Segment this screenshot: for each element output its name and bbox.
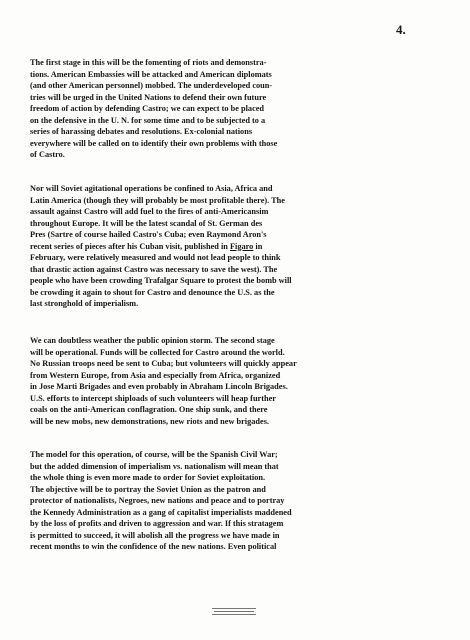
- paragraph-spanish-civil-war-model: [30, 449, 292, 553]
- text-line: The model for this operation, of course, will be the Spanish Civil War;: [30, 450, 278, 459]
- page-number: 4.: [396, 22, 406, 37]
- stamp-line: [212, 608, 256, 609]
- text-line: throughout Europe. It will be the latest scandal of St. German des: [30, 218, 263, 228]
- text-line: the Kennedy Administration as a gang of capitalist imperialists maddened: [30, 507, 292, 517]
- text-line: the whole thing is even more made to order for Soviet exploitation.: [30, 473, 266, 482]
- paragraph-soviet-agitation: [30, 183, 292, 310]
- text-line: is permitted to succeed, it will abolish all the progress we have made in: [30, 530, 280, 540]
- stamp-line: [214, 611, 254, 612]
- text-line: will be new mobs, new demonstrations, new riots and new brigades.: [30, 416, 270, 426]
- text-line: will be operational. Funds will be collected for Castro around the world.: [30, 347, 285, 357]
- text-line: be crowding it again to shout for Castro and denounce the U.S. as the: [30, 287, 275, 297]
- text-line: people who have been crowding Trafalgar Square to protest the bomb will: [30, 276, 292, 285]
- text-line: Pres (Sartre of course hailed Castro's Cuba; even Raymond Aron's: [30, 230, 267, 239]
- text-line: series of harassing debates and resolutions. Ex-colonial nations: [30, 127, 253, 136]
- text-line: everywhere will be called on to identify their own problems with those: [30, 138, 278, 148]
- text-line: U.S. efforts to intercept shiploads of such volunteers will heap further: [30, 393, 276, 403]
- text-line: tries will be urged in the United Nations to defend their own future: [30, 92, 267, 102]
- stamp-line: [212, 614, 256, 615]
- text-line: freedom of action by defending Castro; we can expect to be placed: [30, 104, 265, 113]
- text-line: tions. American Embassies will be attacked and American diplomats: [30, 69, 272, 79]
- text-line: No Russian troops need be sent to Cuba; but volunteers will quickly appear: [30, 359, 297, 368]
- text-line: assault against Castro will add fuel to the fires of anti-Americansim: [30, 207, 269, 216]
- text-line: Nor will Soviet agitational operations be confined to Asia, Africa and: [30, 184, 273, 193]
- text-line: February, were relatively measured and would not lead people to think: [30, 253, 281, 262]
- text-line: recent months to win the confidence of the new nations. Even political: [30, 542, 277, 551]
- text-line: that drastic action against Castro was necessary to save the west). The: [30, 264, 278, 274]
- text-line: The objective will be to portray the Soviet Union as the patron and: [30, 484, 266, 494]
- text-line: Latin America (though they will probably be most profitable there). The: [30, 195, 285, 205]
- text-line: We can doubtless weather the public opinion storm. The second stage: [30, 336, 275, 345]
- text-line: protector of nationalists, Negroes, new nations and peace and to portray: [30, 496, 285, 505]
- text-line: coals on the anti-American conflagration. One ship sunk, and there: [30, 405, 268, 414]
- text-line-with-underline: recent series of pieces after his Cuban visit, published in Figaro in: [30, 241, 263, 251]
- text-line: from Western Europe, from Asia and especially from Africa, organized: [30, 370, 281, 380]
- text-line: last stronghold of imperialism.: [30, 299, 139, 308]
- text-line: of Castro.: [30, 150, 65, 159]
- text-line: on the defensive in the U. N. for some time and to be subjected to a: [30, 115, 266, 125]
- text-line: by the loss of profits and driven to aggression and war. If this stratagem: [30, 519, 284, 528]
- text-line: but the added dimension of imperialism vs. nationalism will mean that: [30, 461, 279, 471]
- text-line: in Jose Marti Brigades and even probably in Abraham Lincoln Brigades.: [30, 382, 288, 391]
- classification-stamp: [210, 606, 258, 618]
- underlined-word: Figaro: [229, 241, 254, 251]
- text-line: (and other American personnel) mobbed. The underdeveloped coun-: [30, 81, 273, 90]
- paragraph-second-stage: [30, 335, 297, 427]
- paragraph-first-stage: [30, 57, 277, 161]
- text-line: The first stage in this will be the fomenting of riots and demonstra-: [30, 58, 267, 67]
